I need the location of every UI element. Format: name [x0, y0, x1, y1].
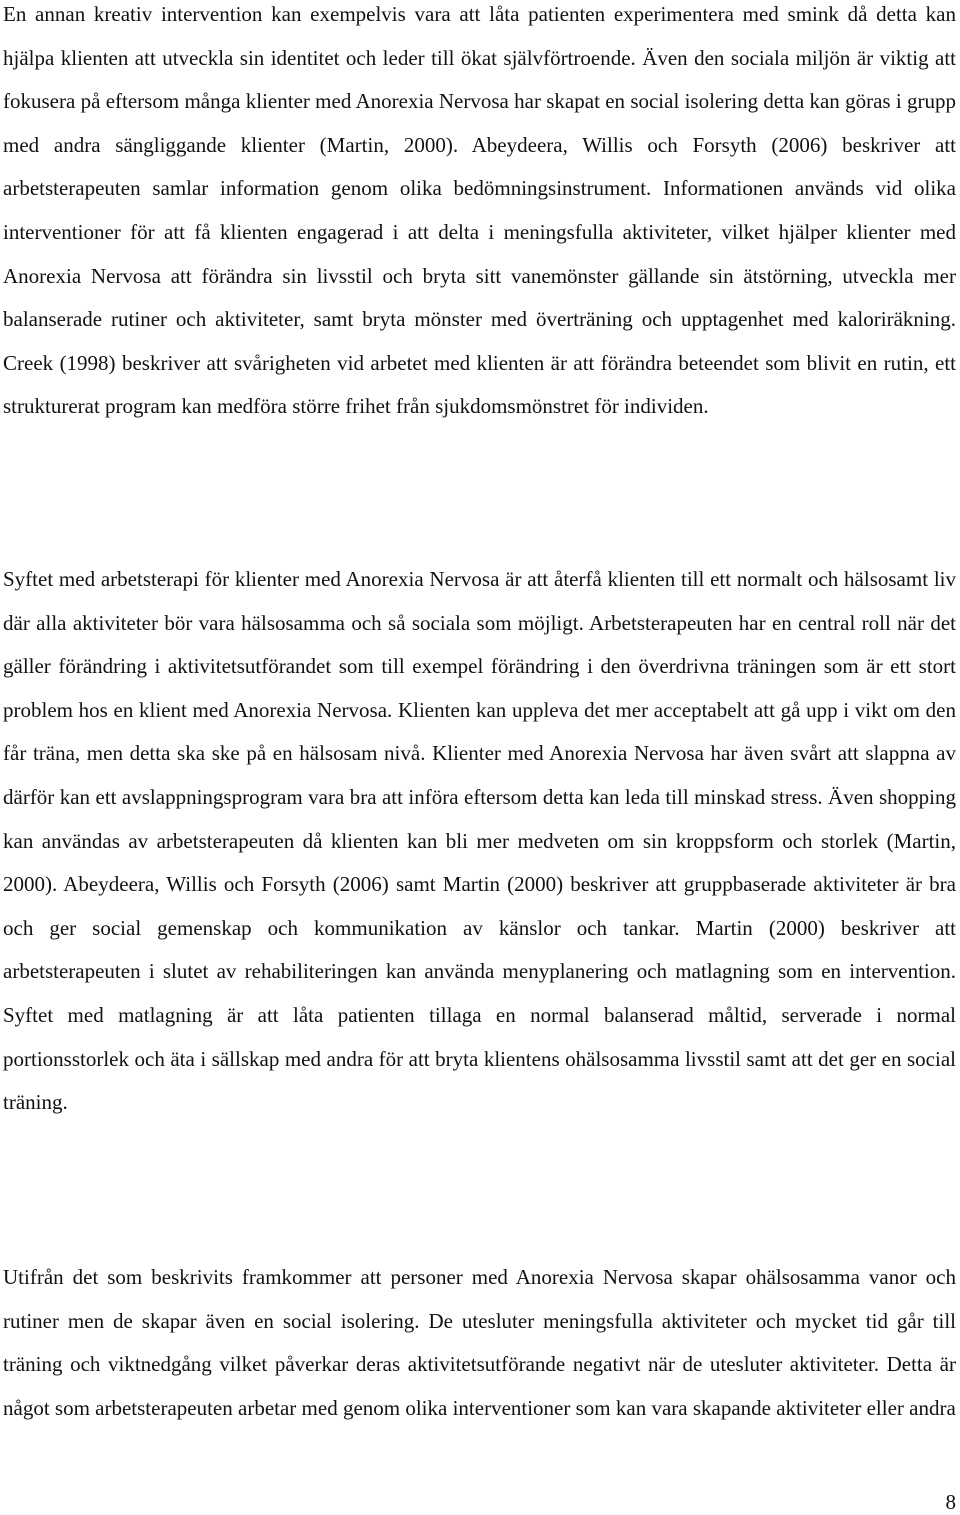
paragraph-purpose-of-occupational-therapy: Syftet med arbetsterapi för klienter med Anorexia Nervosa är att återfå klienten till ett normalt och hälsosamt liv där alla aktiviteter bör vara hälsosamma och så sociala som möjligt. Arbetsterapeuten har en central roll när det gäller förändring i aktivitetsutförandet som till exempel förändring i den överdrivna träningen som är ett stort problem hos en klient med Anorexia Nervosa. Klienten kan uppleva det mer acceptabelt att gå upp i vikt om den får träna, men detta ska ske på en hälsosam nivå. Klienter med Anorexia Nervosa har även svårt att slappna av därför kan ett avslappningsprogram vara bra att införa eftersom detta kan leda till minskad stress. Även shopping kan användas av arbetsterapeuten då klienten kan bli mer medveten om sin kroppsform och storlek (Martin, 2000). Abeydeera, Willis och Forsyth (2006) samt Martin (2000) beskriver att gruppbaserade aktiviteter är bra och ger social gemenskap och kommunikation av känslor och tankar. Martin (2000) beskriver att arbetsterapeuten i slutet av rehabiliteringen kan använda menyplanering och matlagning som en intervention. Syftet med matlagning är att låta patienten tillaga en normal balanserad måltid, serverade i normal portionsstorlek och äta i sällskap med andra för att bryta klientens ohälsosamma livsstil samt att det ger en social träning.	[3, 567, 956, 1115]
paragraph-creative-intervention: En annan kreativ intervention kan exempelvis vara att låta patienten experimentera med smink då detta kan hjälpa klienten att utveckla sin identitet och leder till ökat självförtroende. Även den sociala miljön är viktig att fokusera på eftersom många klienter med Anorexia Nervosa har skapat en social isolering detta kan göras i grupp med andra sängliggande klienter (Martin, 2000). Abeydeera, Willis och Forsyth (2006) beskriver att arbetsterapeuten samlar information genom olika bedömningsinstrument. Informationen används vid olika interventioner för att få klienten engagerad i att delta i meningsfulla aktiviteter, vilket hjälper klienter med Anorexia Nervosa att förändra sin livsstil och bryta sitt vanemönster gällande sin ätstörning, utveckla mer balanserade rutiner och aktiviteter, samt bryta mönster med överträning och upptagenhet med kaloriräkning. Creek (1998) beskriver att svårigheten vid arbetet med klienten är att förändra beteendet som blivit en rutin, ett strukturerat program kan medföra större frihet från sjukdomsmönstret för individen.	[3, 2, 956, 419]
paragraph-summary: Utifrån det som beskrivits framkommer att personer med Anorexia Nervosa skapar ohälsosamma vanor och rutiner men de skapar även en social isolering. De utesluter meningsfulla aktiviteter och mycket tid går till träning och viktnedgång vilket påverkar deras aktivitetsutförande negativt när de utesluter aktiviteter. Detta är något som arbetsterapeuten arbetar med genom olika interventioner som kan vara skapande aktiviteter eller andra	[3, 1265, 956, 1420]
page-number: 8	[945, 1490, 956, 1514]
